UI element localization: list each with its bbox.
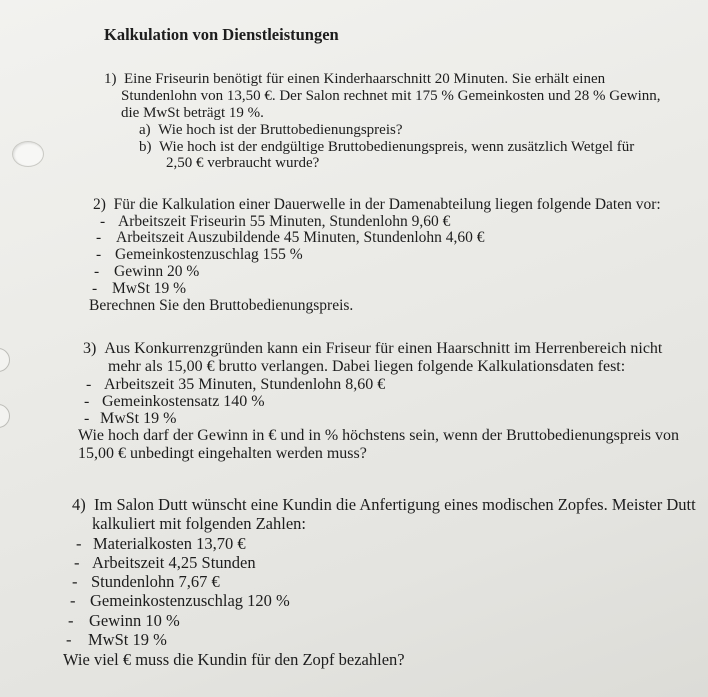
task3-question-line1: Wie hoch darf der Gewinn in € und in % höchstens sein, wenn der Bruttobedienungspreis von: [78, 427, 679, 444]
task1-line2: Stundenlohn von 13,50 €. Der Salon rechnet mit 175 % Gemeinkosten und 28 % Gewinn,: [121, 88, 661, 104]
task2-intro: 2) Für die Kalkulation einer Dauerwelle in der Damenabteilung liegen folgende Daten vor:: [93, 196, 661, 213]
task3-bullet-3: -: [84, 410, 90, 427]
task1-question-a: a) Wie hoch ist der Bruttobedienungspreis?: [139, 122, 403, 138]
task4-bullet-5: -: [68, 611, 74, 630]
task3-line1: 3) Aus Konkurrenzgründen kann ein Friseur für einen Haarschnitt im Herrenbereich nicht: [83, 340, 663, 357]
task4-bullet-6: -: [66, 630, 72, 649]
task4-bullet-4: -: [70, 591, 76, 610]
task4-bullet-1: -: [76, 534, 82, 553]
task4-bullet-2: -: [74, 553, 80, 572]
task3-item: Gemeinkostensatz 140 %: [102, 393, 265, 410]
task4-item: MwSt 19 %: [88, 630, 167, 649]
punch-hole-top: [12, 141, 44, 167]
task2-item: Gewinn 20 %: [114, 263, 200, 280]
task4-item: Gemeinkostenzuschlag 120 %: [90, 591, 290, 610]
task3-question-line2: 15,00 € unbedingt eingehalten werden muss?: [78, 445, 367, 462]
task3-bullet-1: -: [86, 376, 92, 393]
task4-bullet-3: -: [72, 572, 78, 591]
task2-bullet-2: -: [96, 229, 102, 246]
task3-line2: mehr als 15,00 € brutto verlangen. Dabei liegen folgende Kalkulationsdaten fest:: [108, 358, 626, 375]
task3-bullet-2: -: [84, 393, 90, 410]
task4-line1: 4) Im Salon Dutt wünscht eine Kundin die Anfertigung eines modischen Zopfes. Meister Dutt: [72, 495, 696, 514]
task2-item: Arbeitszeit Auszubildende 45 Minuten, Stundenlohn 4,60 €: [116, 229, 485, 246]
task2-bullet-3: -: [96, 246, 102, 263]
task4-item: Arbeitszeit 4,25 Stunden: [92, 553, 256, 572]
task2-bullet-4: -: [94, 263, 100, 280]
task4-item: Materialkosten 13,70 €: [93, 534, 246, 553]
task1-question-b-line2: 2,50 € verbraucht wurde?: [166, 155, 320, 171]
task2-item: Arbeitszeit Friseurin 55 Minuten, Stundenlohn 9,60 €: [118, 213, 451, 230]
task4-item: Gewinn 10 %: [89, 611, 180, 630]
task4-line2: kalkuliert mit folgenden Zahlen:: [92, 514, 306, 533]
task2-item: Gemeinkostenzuschlag 155 %: [115, 246, 303, 263]
task4-question: Wie viel € muss die Kundin für den Zopf bezahlen?: [63, 650, 405, 669]
task3-item: MwSt 19 %: [100, 410, 177, 427]
task1-question-b-line1: b) Wie hoch ist der endgültige Bruttobedienungspreis, wenn zusätzlich Wetgel für: [139, 139, 635, 155]
task1-line3: die MwSt beträgt 19 %.: [121, 105, 264, 121]
task2-bullet-5: -: [92, 280, 98, 297]
task4-item: Stundenlohn 7,67 €: [91, 572, 220, 591]
punch-hole-lower: [0, 404, 10, 428]
task1-line1: 1) Eine Friseurin benötigt für einen Kinderhaarschnitt 20 Minuten. Sie erhält einen: [104, 71, 606, 87]
page-title: Kalkulation von Dienstleistungen: [104, 25, 339, 44]
punch-hole-middle: [0, 348, 10, 372]
task2-item: MwSt 19 %: [112, 280, 187, 297]
task3-item: Arbeitszeit 35 Minuten, Stundenlohn 8,60 €: [104, 376, 386, 393]
task2-question: Berechnen Sie den Bruttobedienungspreis.: [89, 297, 354, 314]
task2-bullet-1: -: [100, 213, 106, 230]
